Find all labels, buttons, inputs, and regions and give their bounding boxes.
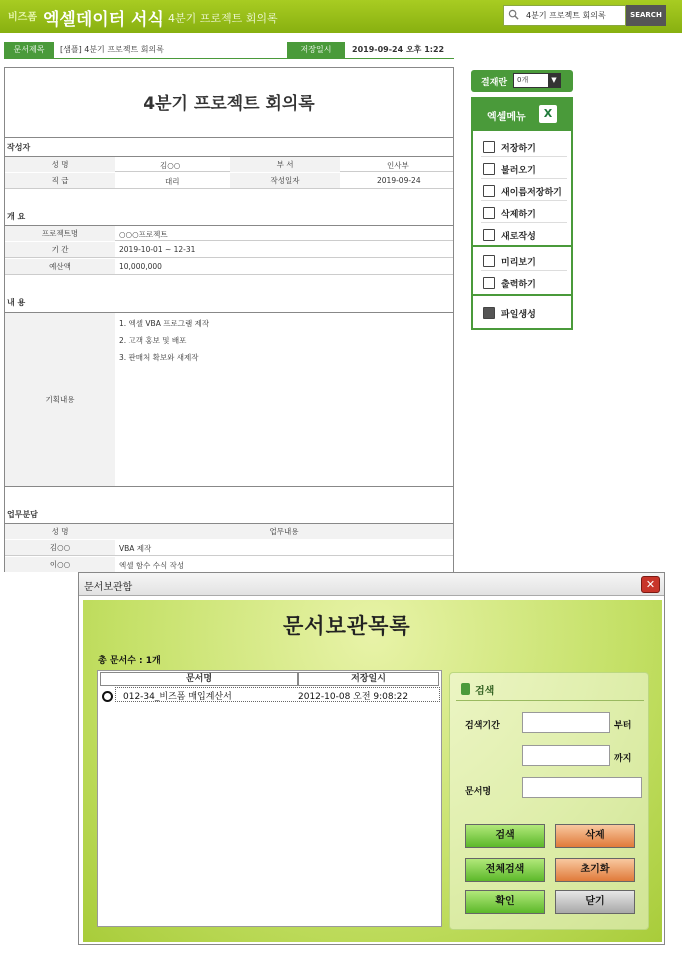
trash-icon [483, 207, 495, 219]
dept-label: 부 서 [230, 157, 340, 172]
search-button[interactable]: SEARCH [626, 5, 666, 26]
duty-name: 이○○ [5, 557, 115, 572]
write-date-label: 작성일자 [230, 173, 340, 188]
doc-heading: 4분기 프로젝트 회의록 [5, 68, 453, 138]
load-icon [483, 163, 495, 175]
excel-menu-title: 엑셀메뉴 [487, 112, 526, 123]
author-row-2 [5, 173, 453, 189]
period-from-input[interactable] [522, 712, 610, 733]
excel-icon: X [539, 105, 557, 123]
menu-divider [473, 294, 571, 296]
printer-icon [483, 277, 495, 289]
document-list[interactable] [97, 670, 442, 927]
excel-menu [471, 97, 573, 330]
duty-header-row [5, 523, 453, 539]
author-row-1 [5, 156, 453, 172]
row-radio[interactable] [102, 691, 113, 702]
duty-task: 엑셀 함수 수식 작성 [119, 561, 185, 570]
name-value: 김○○ [160, 161, 181, 170]
dialog-title: 문서보관함 [84, 582, 133, 593]
document-archive-dialog [78, 572, 665, 945]
section-overview: 개 요 [7, 212, 26, 221]
search-input[interactable] [503, 5, 626, 26]
approval-value: 0개 [517, 76, 529, 84]
section-content: 내 용 [7, 298, 26, 307]
duty-task-header: 업무내용 [115, 524, 453, 539]
duty-row [5, 540, 453, 556]
menu-print[interactable]: 출력하기 [481, 273, 567, 293]
docname-label: 문서명 [465, 787, 492, 797]
period-label: 검색기간 [465, 721, 500, 731]
overview-row-2 [5, 242, 453, 258]
period-value: 2019-10-01 ~ 12-31 [119, 245, 196, 254]
dept-value: 인사부 [387, 161, 409, 170]
section-duty: 업무분담 [7, 510, 38, 519]
close-button[interactable]: 닫기 [555, 890, 635, 914]
brand-logo-small: 비즈폼 [8, 12, 37, 23]
docname-input[interactable] [522, 777, 642, 798]
plan-item: 1. 엑셀 VBA 프로그램 제작 [119, 319, 210, 328]
save-date-value: 2019-09-24 오후 1:22 [352, 45, 445, 54]
from-label: 부터 [614, 721, 632, 731]
page-subtitle: 4분기 프로젝트 회의록 [168, 12, 278, 25]
dialog-titlebar[interactable] [79, 573, 664, 596]
overview-row-3 [5, 259, 453, 275]
rank-label: 직 급 [5, 173, 115, 188]
brand-title[interactable]: 엑셀데이터 서식 [43, 10, 164, 30]
period-to-input[interactable] [522, 745, 610, 766]
document-count: 총 문서수 : 1개 [98, 656, 161, 666]
menu-load[interactable]: 불러오기 [481, 159, 567, 179]
reset-button[interactable]: 초기화 [555, 858, 635, 882]
period-label: 기 간 [5, 242, 115, 257]
duty-name: 김○○ [5, 540, 115, 555]
dialog-body [83, 600, 662, 942]
duty-task: VBA 제작 [119, 544, 152, 553]
top-bar [0, 0, 682, 33]
budget-value: 10,000,000 [119, 262, 162, 271]
menu-divider [473, 245, 571, 247]
name-label: 성 명 [5, 157, 115, 172]
menu-preview[interactable]: 미리보기 [481, 251, 567, 271]
proj-value: ○○○프로젝트 [119, 230, 168, 239]
plan-item: 3. 판매처 확보와 새제작 [119, 353, 199, 362]
menu-save[interactable]: 저장하기 [481, 137, 567, 157]
document-sheet [4, 67, 454, 572]
col-header-name[interactable]: 문서명 [100, 672, 298, 686]
menu-new[interactable]: 새로작성 [481, 225, 567, 245]
save-icon [483, 141, 495, 153]
excel-menu-header [473, 99, 571, 131]
to-label: 까지 [614, 754, 632, 764]
save-date-label: 저장일시 [287, 42, 345, 58]
monitor-icon [483, 255, 495, 267]
approval-box [471, 70, 573, 92]
rank-value: 대리 [165, 177, 180, 186]
duty-row [5, 557, 453, 572]
duty-name-header: 성 명 [5, 524, 115, 539]
search-button[interactable]: 검색 [465, 824, 545, 848]
ok-button[interactable]: 확인 [465, 890, 545, 914]
menu-create-file[interactable]: 파일생성 [481, 303, 567, 323]
approval-select[interactable] [513, 73, 561, 88]
doc-title-label: 문서제목 [4, 42, 54, 58]
chevron-down-icon[interactable]: ▼ [548, 74, 560, 87]
search-icon [508, 9, 519, 20]
close-icon[interactable]: ✕ [641, 576, 660, 593]
menu-save-as[interactable]: 새이름저장하기 [481, 181, 567, 201]
folder-icon [483, 307, 495, 319]
overview-row-1 [5, 225, 453, 241]
document-meta-row [4, 42, 454, 59]
row-doc-date: 2012-10-08 오전 9:08:22 [298, 692, 409, 702]
save-as-icon [483, 185, 495, 197]
proj-label: 프로젝트명 [5, 226, 115, 241]
col-header-date[interactable]: 저장일시 [298, 672, 439, 686]
search-panel [449, 672, 649, 930]
dialog-heading: 문서보관목록 [283, 614, 411, 638]
divider [456, 700, 644, 701]
plan-label: 기획내용 [5, 313, 115, 486]
write-date-value: 2019-09-24 [377, 176, 421, 185]
search-all-button[interactable]: 전체검색 [465, 858, 545, 882]
section-author: 작성자 [7, 143, 31, 152]
search-panel-icon [461, 683, 470, 695]
plan-item: 2. 고객 홍보 및 배포 [119, 336, 187, 345]
doc-title-value: [샘플] 4분기 프로젝트 회의록 [60, 45, 164, 54]
approval-label: 결재란 [481, 78, 508, 88]
budget-label: 예산액 [5, 259, 115, 274]
delete-button[interactable]: 삭제 [555, 824, 635, 848]
list-item[interactable] [115, 687, 440, 702]
search-panel-title: 검색 [475, 686, 495, 697]
search-value: 4분기 프로젝트 회의록 [526, 11, 606, 20]
row-doc-name: 012-34_비즈폼 매입계산서 [123, 692, 232, 702]
plan-block [5, 312, 453, 487]
new-doc-icon [483, 229, 495, 241]
menu-delete[interactable]: 삭제하기 [481, 203, 567, 223]
